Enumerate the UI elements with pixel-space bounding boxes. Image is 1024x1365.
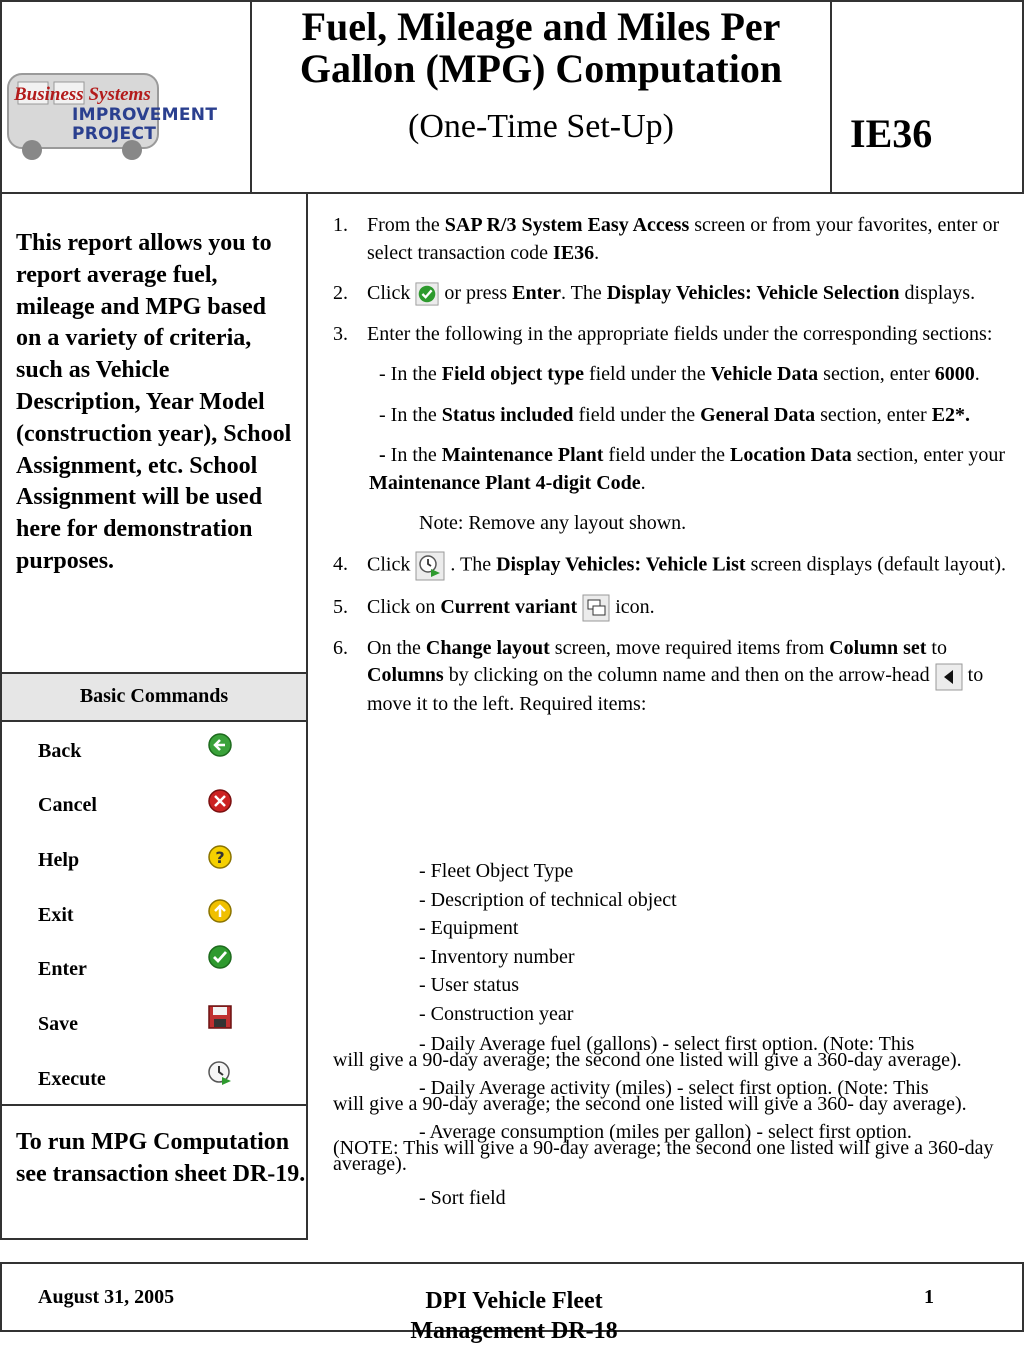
step-text: Enter the following in the appropriate fields under the corresponding sections: [367, 322, 993, 345]
logo-line2: IMPROVEMENT [72, 105, 218, 125]
sidebar [0, 192, 308, 1240]
back-icon [207, 732, 233, 758]
step-bold: 6000 [934, 363, 975, 385]
command-label-back: Back [38, 740, 82, 762]
list-item-line: will give a 90-day average; the second one listed will give a 360-day average). [333, 1049, 962, 1071]
step-bold: Status included [441, 403, 574, 426]
step-text: Click on [367, 595, 441, 618]
step-text: screen, move required items from [549, 636, 830, 659]
enter-icon [415, 282, 439, 306]
step-number: 3. [333, 322, 348, 345]
step-bold: Enter [512, 282, 561, 304]
logo-line2-3 [72, 106, 217, 144]
step-4 [333, 551, 1013, 581]
step-text: In the [390, 444, 442, 466]
step-bold: Vehicle Data [710, 363, 819, 385]
svg-text:?: ? [215, 848, 225, 867]
page-subtitle: (One-Time Set-Up) [408, 108, 674, 145]
step-text: or press [439, 282, 513, 304]
step-text: On the [367, 636, 426, 659]
step-text: . [640, 471, 646, 494]
save-icon [207, 1004, 233, 1030]
required-items-list [333, 857, 1013, 1213]
current-variant-icon [582, 594, 610, 622]
run-mpg-note: To run MPG Computation see transaction sheet DR-19. [16, 1129, 306, 1187]
command-label-execute: Execute [38, 1068, 106, 1090]
footer-document-name: DPI Vehicle Fleet Management DR-18 [410, 1288, 618, 1344]
list-item [333, 1033, 1013, 1071]
command-label-help: Help [38, 849, 80, 871]
list-item: - Fleet Object Type [419, 860, 574, 882]
command-label-exit: Exit [38, 904, 74, 926]
step-text: screen or from your favorites, enter or select transaction code [367, 214, 1000, 264]
step-1 [333, 212, 1013, 267]
list-item-line: will give a 90-day average; the second one listed will give a 360- day average). [333, 1093, 967, 1115]
page-number: 1 [924, 1286, 934, 1308]
list-item: - Inventory number [419, 945, 575, 968]
step-5 [333, 594, 1013, 622]
step-text: to move it to the left. Required items: [367, 664, 984, 715]
step-text: - In the [369, 403, 442, 426]
basic-commands-title: Basic Commands [2, 672, 306, 722]
step-bold: Display Vehicles: Vehicle Selection [606, 282, 900, 304]
execute-icon [207, 1060, 233, 1086]
list-item-line: - Daily Average activity (miles) - select first option. (Note: This [419, 1077, 929, 1099]
logo-line1: Business Systems [14, 84, 151, 105]
transaction-code-cell [830, 0, 1024, 194]
logo-cell [0, 0, 252, 194]
step-6 [333, 635, 1013, 718]
command-label-enter: Enter [38, 958, 87, 980]
transaction-code: IE36 [850, 111, 933, 156]
step-bold: General Data [700, 403, 816, 426]
step-bold: Current variant [440, 595, 578, 618]
step-text: Click [367, 553, 416, 576]
step-bold: IE36 [553, 241, 595, 264]
list-item: - Description of technical object [419, 888, 677, 911]
cancel-icon [207, 788, 233, 814]
step-bold: - [369, 444, 391, 466]
page-title-cell [250, 0, 832, 194]
step-bold: Field object type [441, 363, 584, 385]
step-text: displays. [899, 282, 976, 304]
list-item [333, 1121, 1013, 1175]
step-text: . The [445, 553, 497, 576]
step-3-sub-2 [369, 402, 1013, 430]
help-icon [207, 844, 233, 870]
report-description: This report allows you to report average fuel, mileage and MPG based on a variety of criteria, such as Vehicle Description, Year Model (construction year), School Assignment, etc. School Assignment will be used here for demonstration purposes. [16, 230, 292, 574]
step-number: 6. [333, 636, 348, 659]
list-item-line: - Average consumption (miles per gallon) - select first option. [419, 1121, 912, 1143]
step-text: to [926, 636, 947, 659]
execute-icon [415, 551, 445, 581]
step-2 [333, 280, 1013, 308]
step-bold: E2*. [931, 403, 971, 426]
step-bold: Maintenance Plant [441, 444, 604, 466]
step-text: . [594, 241, 600, 264]
list-item: - Equipment [419, 917, 519, 939]
step-3-note: Note: Remove any layout shown. [419, 512, 687, 534]
step-text: section, enter [818, 363, 935, 385]
basic-commands-divider [2, 1104, 306, 1106]
footer [0, 1262, 1024, 1344]
list-item-line: - Daily Average fuel (gallons) - select first option. (Note: This [419, 1033, 915, 1055]
step-number: 2. [333, 282, 348, 304]
step-text: - In the [369, 363, 442, 385]
arrow-left-icon [935, 663, 963, 691]
list-item: - User status [419, 974, 519, 996]
step-text: icon. [610, 595, 655, 618]
list-item: - Sort field [419, 1187, 506, 1209]
command-label-cancel: Cancel [38, 794, 97, 816]
list-item: - Construction year [419, 1002, 574, 1025]
command-label-save: Save [38, 1013, 78, 1035]
step-bold: Column set [829, 636, 927, 659]
page-title: Fuel, Mileage and Miles Per Gallon (MPG) Computation [299, 4, 783, 91]
exit-icon [207, 898, 233, 924]
step-number: 1. [333, 214, 348, 236]
list-item [333, 1077, 1013, 1115]
step-bold: SAP R/3 System Easy Access [444, 214, 690, 236]
step-text: Click [367, 282, 416, 304]
step-number: 5. [333, 595, 348, 618]
step-3-sub-3 [369, 442, 1013, 497]
footer-date: August 31, 2005 [38, 1286, 175, 1308]
step-text: . [974, 363, 980, 385]
step-text: From the [367, 214, 445, 236]
step-bold: Display Vehicles: Vehicle List [496, 553, 746, 576]
step-text: field under the [583, 363, 711, 385]
step-text: screen displays (default layout). [745, 553, 1007, 576]
step-text: field under the [603, 444, 731, 466]
step-bold: Change layout [425, 636, 550, 659]
step-bold: Maintenance Plant 4-digit Code [369, 471, 641, 494]
step-3-sub-1 [369, 361, 1013, 389]
logo-line3: PROJECT [72, 124, 157, 144]
step-text: by clicking on the column name and then on the arrow-head [443, 664, 935, 687]
step-text: section, enter your [851, 444, 1010, 466]
list-item-line: (NOTE: This will give a 90-day average; the second one listed will give a 360-day average). [333, 1137, 994, 1175]
step-text: . The [561, 282, 607, 304]
step-text: field under the [573, 403, 701, 426]
enter-icon [207, 944, 233, 970]
step-bold: Location Data [730, 444, 852, 466]
step-3 [333, 321, 1013, 538]
instructions [333, 212, 1013, 718]
step-text: section, enter [815, 403, 932, 426]
step-number: 4. [333, 552, 348, 575]
step-bold: Columns [367, 664, 444, 687]
